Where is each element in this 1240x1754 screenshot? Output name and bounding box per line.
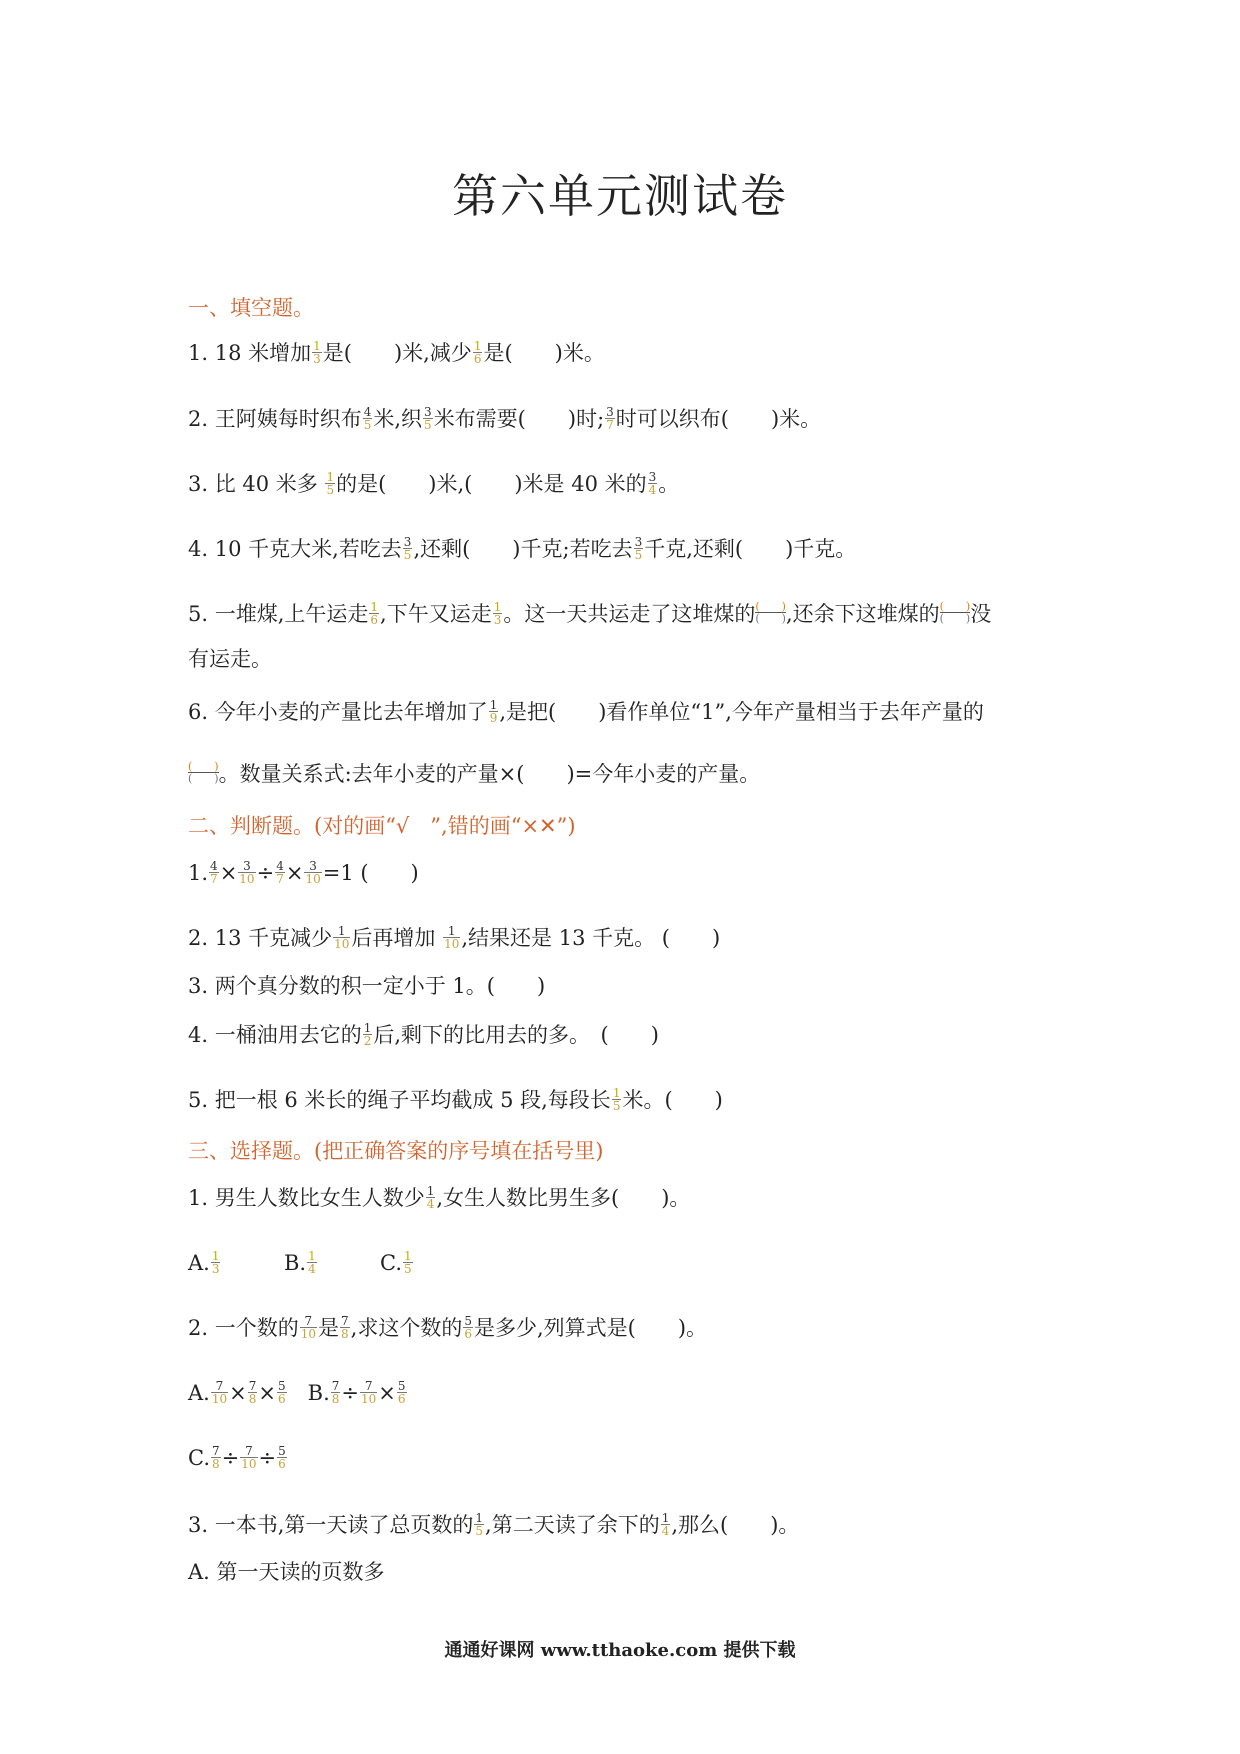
s2-question-3: 3. 两个真分数的积一定小于 1。( ) xyxy=(188,974,546,998)
s1-question-3: 3. 比 40 米多 $\frac{1}{5}$ 的是( )米,( )米是 40 米的 $\frac{3}{4}$ 。 xyxy=(188,470,680,497)
s1-question-6: 6. 今年小麦的产量比去年增加了 $\frac{1}{9}$ ,是把( )看作单位“1”,今年产量相当于去年产量的 xyxy=(188,698,984,725)
s1-question-5-cont: 有运走。 xyxy=(188,647,272,671)
s1-question-1: 1. 18 米增加 $\frac{1}{3}$ 是( )米,减少 $\frac{1}{6}$ 是( )米。 xyxy=(188,339,605,366)
s3-question-1: 1. 男生人数比女生人数少 $\frac{1}{4}$ ,女生人数比男生多( )。 xyxy=(188,1184,691,1211)
s2-question-2: 2. 13 千克减少 $\frac{1}{10}$ 后再增加 $\frac{1}{10}$ ,结果还是 13 千克。 ( ) xyxy=(188,924,721,951)
option-b[interactable]: B. $\frac{1}{4}$ xyxy=(284,1249,316,1276)
s2-question-5: 5. 把一根 6 米长的绳子平均截成 5 段,每段长 $\frac{1}{5}$ 米。( ) xyxy=(188,1086,723,1113)
s2-question-1: 1. $\frac{4}{7}$ × $\frac{3}{10}$ ÷ $\frac{4}{7}$ × $\frac{3}{10}$ =1 ( ) xyxy=(188,859,419,886)
option-a[interactable]: A. $\frac{1}{3}$ xyxy=(188,1249,220,1276)
s1-question-6-cont: ( ) ( ) 。数量关系式:去年小麦的产量×( )=今年小麦的产量。 xyxy=(188,760,761,786)
option-b[interactable]: B. $\frac{7}{8}$ ÷ $\frac{7}{10}$ × $\frac{5}{6}$ xyxy=(307,1379,406,1406)
answer-blank[interactable]: ( ) ( ) xyxy=(188,760,219,785)
option-c[interactable]: C. $\frac{7}{8}$ ÷ $\frac{7}{10}$ ÷ $\frac{5}{6}$ xyxy=(188,1444,286,1471)
section-1-heading: 一、填空题。 xyxy=(188,296,314,320)
s3-question-2: 2. 一个数的 $\frac{7}{10}$ 是 $\frac{7}{8}$ ,求这个数的 $\frac{5}{6}$ 是多少,列算式是( )。 xyxy=(188,1314,708,1341)
s1-question-4: 4. 10 千克大米,若吃去 $\frac{3}{5}$ ,还剩( )千克;若吃去 $\frac{3}{5}$ 千克,还剩( )千克。 xyxy=(188,535,857,562)
option-a[interactable]: A. 第一天读的页数多 xyxy=(188,1560,385,1584)
answer-blank[interactable]: ( ) ( ) xyxy=(939,600,971,625)
s3-question-3: 3. 一本书,第一天读了总页数的 $\frac{1}{5}$ ,第二天读了余下的 $\frac{1}{4}$ ,那么( )。 xyxy=(188,1511,800,1538)
section-2-heading: 二、判断题。(对的画“√ ”,错的画“×✕”) xyxy=(188,814,576,838)
s3-question-2-option-c xyxy=(188,1444,288,1472)
option-a[interactable]: A. $\frac{7}{10}$ × $\frac{7}{8}$ × $\frac{5}{6}$ xyxy=(188,1379,286,1406)
footer-credit: 通通好课网 www.tthaoke.com 提供下载 xyxy=(444,1640,796,1661)
answer-blank[interactable]: ( ) ( ) xyxy=(755,600,786,625)
s2-question-4: 4. 一桶油用去它的 $\frac{1}{2}$ 后,剩下的比用去的多。 ( ) xyxy=(188,1021,659,1048)
option-c[interactable]: C. $\frac{1}{5}$ xyxy=(380,1249,412,1276)
s1-question-2: 2. 王阿姨每时织布 $\frac{4}{5}$ 米,织 $\frac{3}{5}$ 米布需要( )时; $\frac{3}{7}$ 时可以织布( )米。 xyxy=(188,405,822,432)
s3-question-2-options-ab xyxy=(188,1379,408,1407)
section-3-heading: 三、选择题。(把正确答案的序号填在括号里) xyxy=(188,1139,604,1163)
s1-question-5: 5. 一堆煤,上午运走 $\frac{1}{6}$ ,下午又运走 $\frac{1}{3}$ 。这一天共运走了这堆煤的( ) ( ) ,还余下这堆煤的( ) ( ) 没 xyxy=(188,600,992,627)
page-title: 第六单元测试卷 xyxy=(452,169,788,223)
s3-question-1-options xyxy=(188,1249,476,1277)
